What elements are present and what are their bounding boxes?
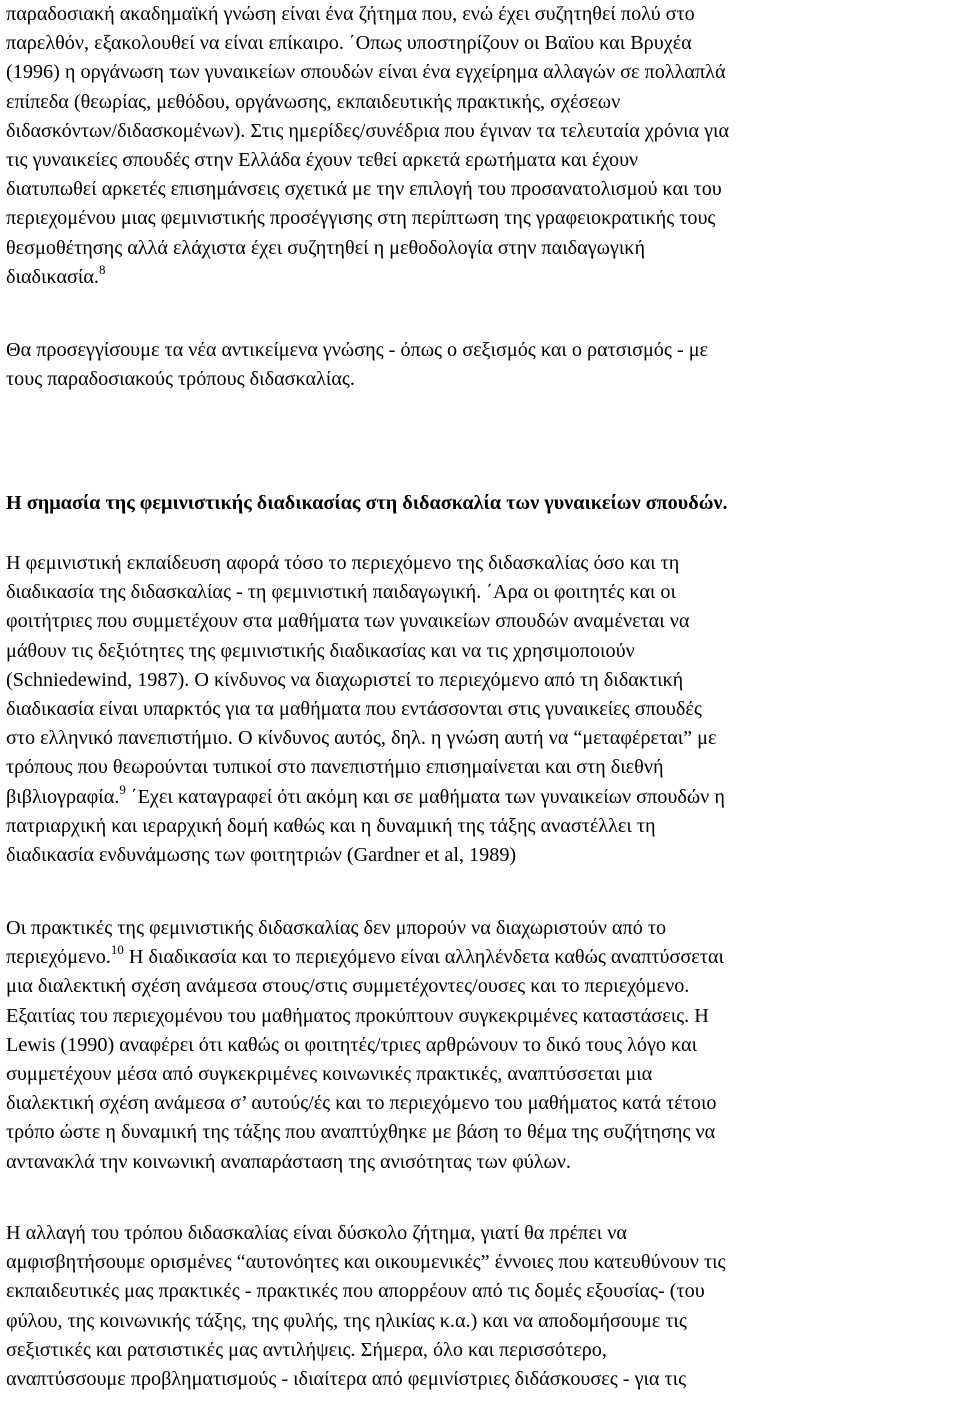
paragraph-feminist-education: [6, 549, 725, 870]
paragraph-practices-text-1: Οι πρακτικές της φεμινιστικής διδασκαλίας δεν μπορούν να διαχωριστούν από το περιεχόμενο.: [6, 917, 667, 969]
paragraph-practices-text-2: Η διαδικασία και το περιεχόμενο είναι αλληλένδετα καθώς αναπτύσσεται μια διαλεκτική σχέση ανάμεσα στους/στις συμμετέχοντες/ουσες και το περιεχόμενο. Εξαιτίας του περιεχομένου του μαθήματος προκύπτουν συγκεκριμένες καταστάσεις. Η Lewis (1990) αναφέρει ότι καθώς οι φοιτητές/τριες αρθρώνουν το δικό τους λόγο και συμμετέχουν μέσα από συγκεκριμένες κοινωνικές πρακτικές, αναπτύσσεται μια διαλεκτική σχέση ανάμεσα σ’ αυτούς/ές και το περιεχόμενο του μαθήματος κατά τέτοιο τρόπο ώστε η δυναμική της τάξης που αναπτύχθηκε με βάση το θέμα της συζήτησης να αντανακλά την κοινωνική αναπαράσταση της ανισότητας των φύλων.: [6, 946, 724, 1173]
footnote-ref-8: 8: [98, 261, 106, 277]
paragraph-intro: [6, 0, 729, 292]
footnote-ref-10: 10: [110, 942, 124, 958]
paragraph-change: Η αλλαγή του τρόπου διδασκαλίας είναι δύσκολο ζήτημα, γιατί θα πρέπει να αμφισβητήσουμε ορισμένες “αυτονόητες και οικουμενικές” έννοιες που κατευθύνουν τις εκπαιδευτικές μας πρακτικές - πρακτικές που απορρέουν από τις δομές εξουσίας- (του φύλου, της κοινωνικής τάξης, της φυλής, της ηλικίας κ.α.) και να αποδομήσουμε τις σεξιστικές και ρατσιστικές μας αντιλήψεις. Σήμερα, όλο και περισσότερο, αναπτύσσουμε προβληματισμούς - ιδιαίτερα από φεμινίστριες διδάσκουσες - για τις: [6, 1222, 726, 1391]
paragraph-approach: Θα προσεγγίσουμε τα νέα αντικείμενα γνώσης - όπως ο σεξισμός και ο ρατσισμός - με τους παραδοσιακούς τρόπους διδασκαλίας.: [6, 339, 709, 391]
footnote-ref-9: 9: [119, 781, 126, 797]
paragraph-intro-text: παραδοσιακή ακαδημαϊκή γνώση είναι ένα ζήτημα που, ενώ έχει συζητηθεί πολύ στο παρελθόν, εξακολουθεί να είναι επίκαιρο. ΄Οπως υποστηρίζουν οι Βαϊου και Βρυχέα (1996) η οργάνωση των γυναικείων σπουδών είναι ένα εγχείρημα αλλαγών σε πολλαπλά επίπεδα (θεωρίας, μεθόδου, οργάνωσης, εκπαιδευτικής πρακτικής, σχέσεων διδασκόντων/διδασκομένων). Στις ημερίδες/συνέδρια που έγιναν τα τελευταία χρόνια για τις γυναικείες σπουδές στην Ελλάδα έχουν τεθεί αρκετά ερωτήματα και έχουν διατυπωθεί αρκετές επισημάνσεις σχετικά με την επιλογή του προσανατολισμού και του περιεχομένου μιας φεμινιστικής προσέγγισης στη περίπτωση της γραφειοκρατικής τους θεσμοθέτησης αλλά ελάχιστα έχει συζητηθεί η μεθοδολογία στην παιδαγωγική διαδικασία.: [6, 3, 730, 288]
paragraph-feminist-education-text-2: ΄Εχει καταγραφεί ότι ακόμη και σε μαθήματα των γυναικείων σπουδών η πατριαρχική και ιεραρχική δομή καθώς και η δυναμική της τάξης αναστέλλει τη διαδικασία ενδυνάμωσης των φοιτητριών (Gardner et al, 1989): [6, 785, 725, 867]
section-heading: Η σημασία της φεμινιστικής διαδικασίας στη διδασκαλία των γυναικείων σπουδών.: [6, 492, 728, 514]
paragraph-feminist-education-text-1: Η φεμινιστική εκπαίδευση αφορά τόσο το περιεχόμενο της διδασκαλίας όσο και τη διαδικασία της διδασκαλίας - τη φεμινιστική παιδαγωγική. ΄Αρα οι φοιτητές και οι φοιτήτριες που συμμετέχουν στα μαθήματα των γυναικείων σπουδών αναμένεται να μάθουν τις δεξιότητες της φεμινιστικής διαδικασίας και να τις χρησιμοποιούν (Schniedewind, 1987). Ο κίνδυνος να διαχωριστεί το περιεχόμενο από τη διδακτική διαδικασία είναι υπαρκτός για τα μαθήματα που εντάσσονται στις γυναικείες σπουδές στο ελληνικό πανεπιστήμιο. Ο κίνδυνος αυτός, δηλ. η γνώση αυτή να “μεταφέρεται” με τρόπους που θεωρούνται τυπικοί στο πανεπιστήμιο επισημαίνεται και στη διεθνή βιβλιογραφία.: [6, 552, 717, 808]
paragraph-practices: [6, 914, 724, 1177]
